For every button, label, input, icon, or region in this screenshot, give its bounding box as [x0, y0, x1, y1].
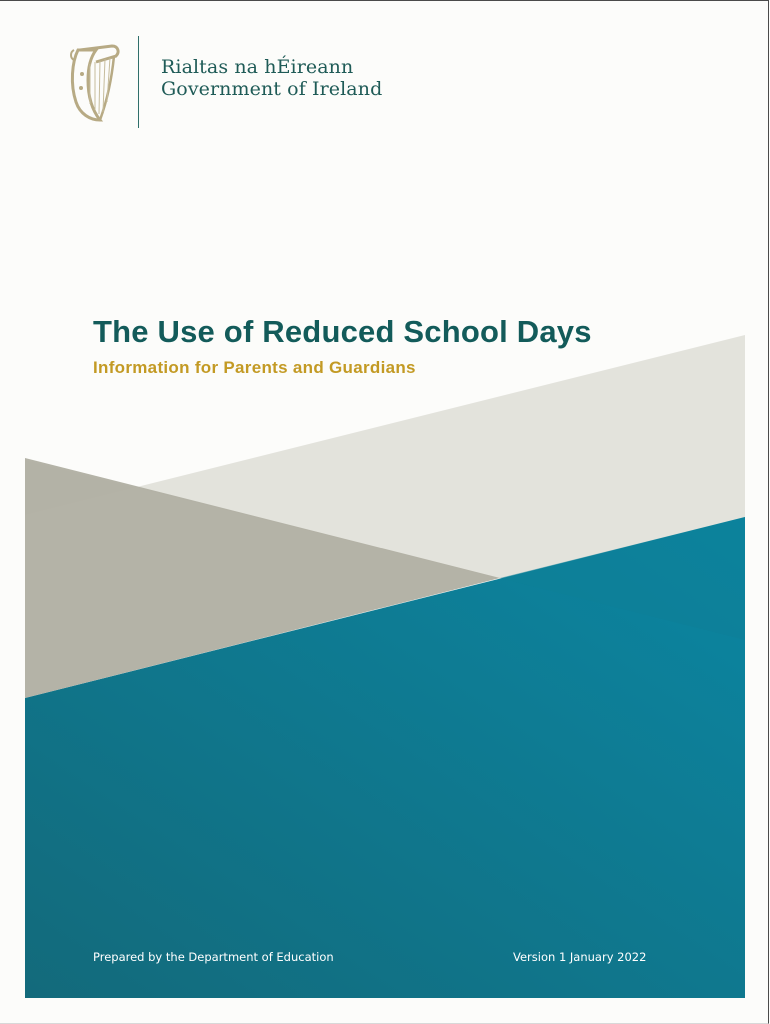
logo-text-irish: Rialtas na hÉireann [161, 56, 354, 78]
government-logo [66, 36, 386, 132]
prepared-by-text: Prepared by the Department of Education [93, 950, 334, 964]
document-subtitle: Information for Parents and Guardians [93, 358, 416, 377]
harp-icon [66, 40, 122, 124]
version-text: Version 1 January 2022 [513, 950, 647, 964]
document-title: The Use of Reduced School Days [93, 314, 592, 349]
logo-text-english: Government of Ireland [161, 78, 383, 100]
logo-divider [138, 36, 139, 128]
